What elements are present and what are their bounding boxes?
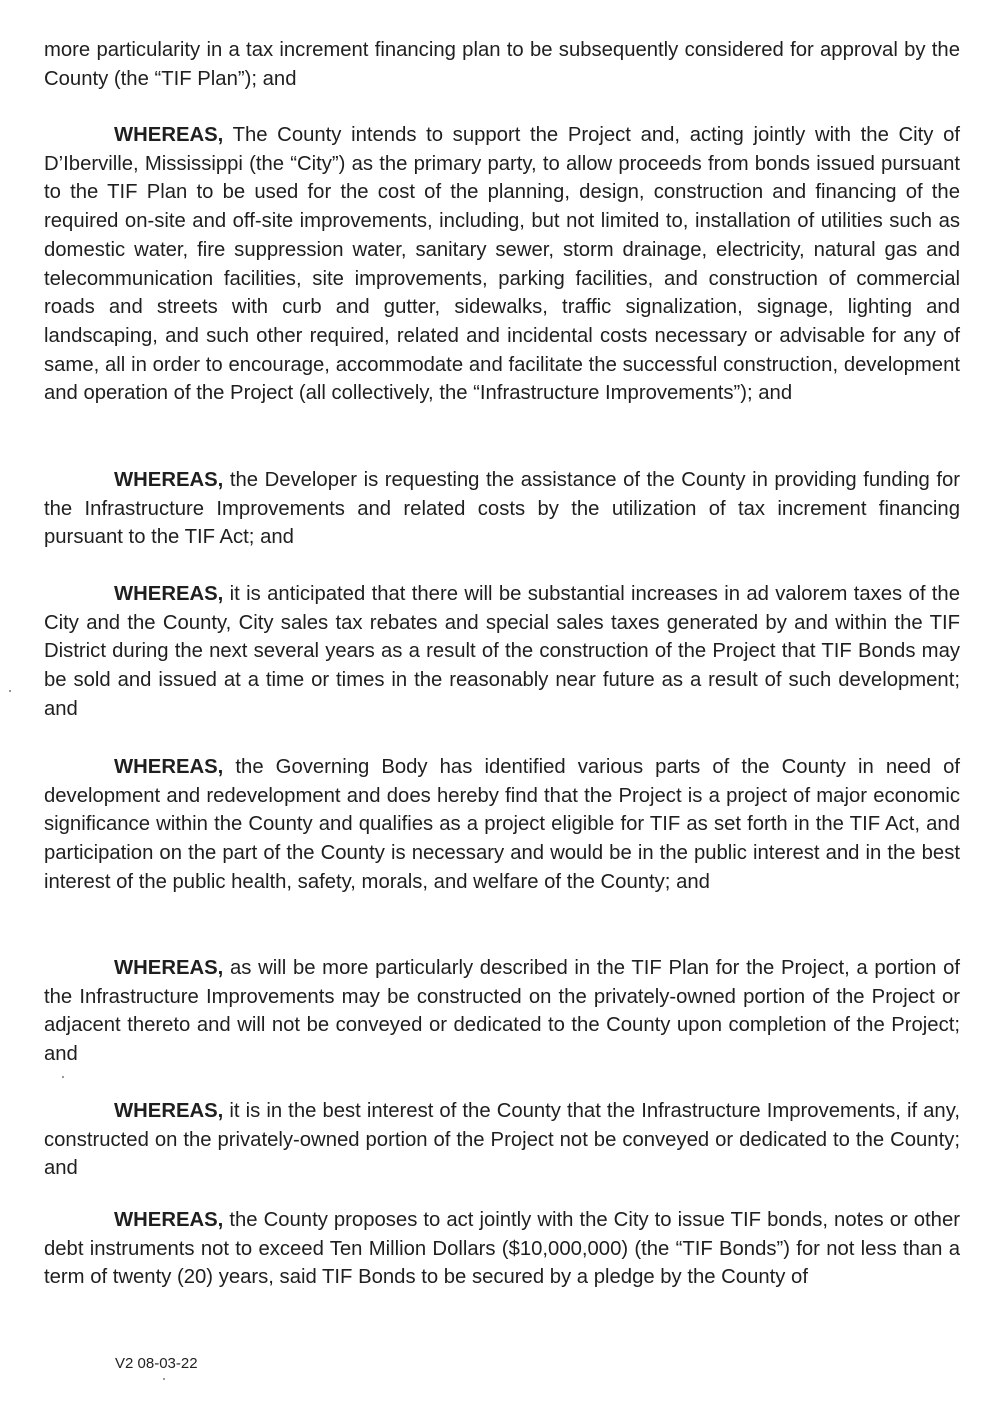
- paragraph-lead: WHEREAS,: [114, 957, 224, 979]
- whereas-paragraph-best-interest: [44, 1097, 960, 1183]
- paragraph-lead: WHEREAS,: [114, 756, 224, 778]
- whereas-paragraph-governing-body: [44, 753, 960, 897]
- paragraph-text: The County intends to support the Project and, acting jointly with the City of D’Iberville, Mississippi (the “City”) as the primary party, to allow proceeds from bonds issued pursuant to the TIF Plan to be used for the cost of the planning, design, construction and financing of the required on-site and off-site improvements, including, but not limited to, installation of utilities such as domestic water, fire suppression water, sanitary sewer, storm drainage, electricity, natural gas and telecommunication facilities, site improvements, parking facilities, and construction of commercial roads and streets with curb and gutter, sidewalks, traffic signalization, signage, lighting and landscaping, and such other required, related and incidental costs necessary or advisable for any of same, all in order to encourage, accommodate and facilitate the successful construction, development and operation of the Project (all collectively, the “Infrastructure Improvements”); and: [44, 124, 960, 405]
- paragraph-text: the Governing Body has identified various parts of the County in need of development and redevelopment and does hereby find that the Project is a project of major economic significance within the County and qualifies as a project eligible for TIF as set forth in the TIF Act, and participation on the part of the County is necessary and would be in the public interest and in the best interest of the public health, safety, morals, and welfare of the County; and: [44, 756, 960, 893]
- scan-speck: [9, 690, 11, 692]
- paragraph-lead: WHEREAS,: [114, 583, 224, 605]
- scan-speck: [163, 1378, 165, 1380]
- whereas-paragraph-infrastructure: [44, 121, 960, 408]
- paragraph-text: the County proposes to act jointly with the City to issue TIF bonds, notes or other debt instruments not to exceed Ten Million Dollars ($10,000,000) (the “TIF Bonds”) for not less than a term of twenty (20) years, said TIF Bonds to be secured by a pledge by the County of: [44, 1209, 960, 1289]
- whereas-paragraph-privately-owned: [44, 954, 960, 1069]
- paragraph-lead: WHEREAS,: [114, 469, 224, 491]
- paragraph-text: it is in the best interest of the County that the Infrastructure Improvements, if any, constructed on the privately-owned portion of the Project not be conveyed or dedicated to the County; and: [44, 1100, 960, 1180]
- paragraph-lead: WHEREAS,: [114, 124, 224, 146]
- paragraph-text: more particularity in a tax increment financing plan to be subsequently considered for approval by the County (the “TIF Plan”); and: [44, 39, 960, 90]
- whereas-paragraph-developer-request: [44, 466, 960, 552]
- paragraph-lead: WHEREAS,: [114, 1100, 224, 1122]
- paragraph-text: the Developer is requesting the assistance of the County in providing funding for the Infrastructure Improvements and related costs by the utilization of tax increment financing pursuant to the TIF Act; and: [44, 469, 960, 549]
- paragraph-text: as will be more particularly described in the TIF Plan for the Project, a portion of the Infrastructure Improvements may be constructed on the privately-owned portion of the Project or adjacent thereto and will not be conveyed or dedicated to the County upon completion of the Project; and: [44, 957, 960, 1066]
- paragraph-continuation: [44, 36, 960, 93]
- whereas-paragraph-tif-bonds: [44, 1206, 960, 1292]
- scan-speck: [62, 1076, 64, 1078]
- version-footer: V2 08-03-22: [115, 1355, 198, 1372]
- paragraph-lead: WHEREAS,: [114, 1209, 224, 1231]
- whereas-paragraph-tax-increases: [44, 580, 960, 724]
- paragraph-text: it is anticipated that there will be substantial increases in ad valorem taxes of the City and the County, City sales tax rebates and special sales taxes generated by and within the TIF District during the next several years as a result of the construction of the Project that TIF Bonds may be sold and issued at a time or times in the reasonably near future as a result of such development; and: [44, 583, 960, 720]
